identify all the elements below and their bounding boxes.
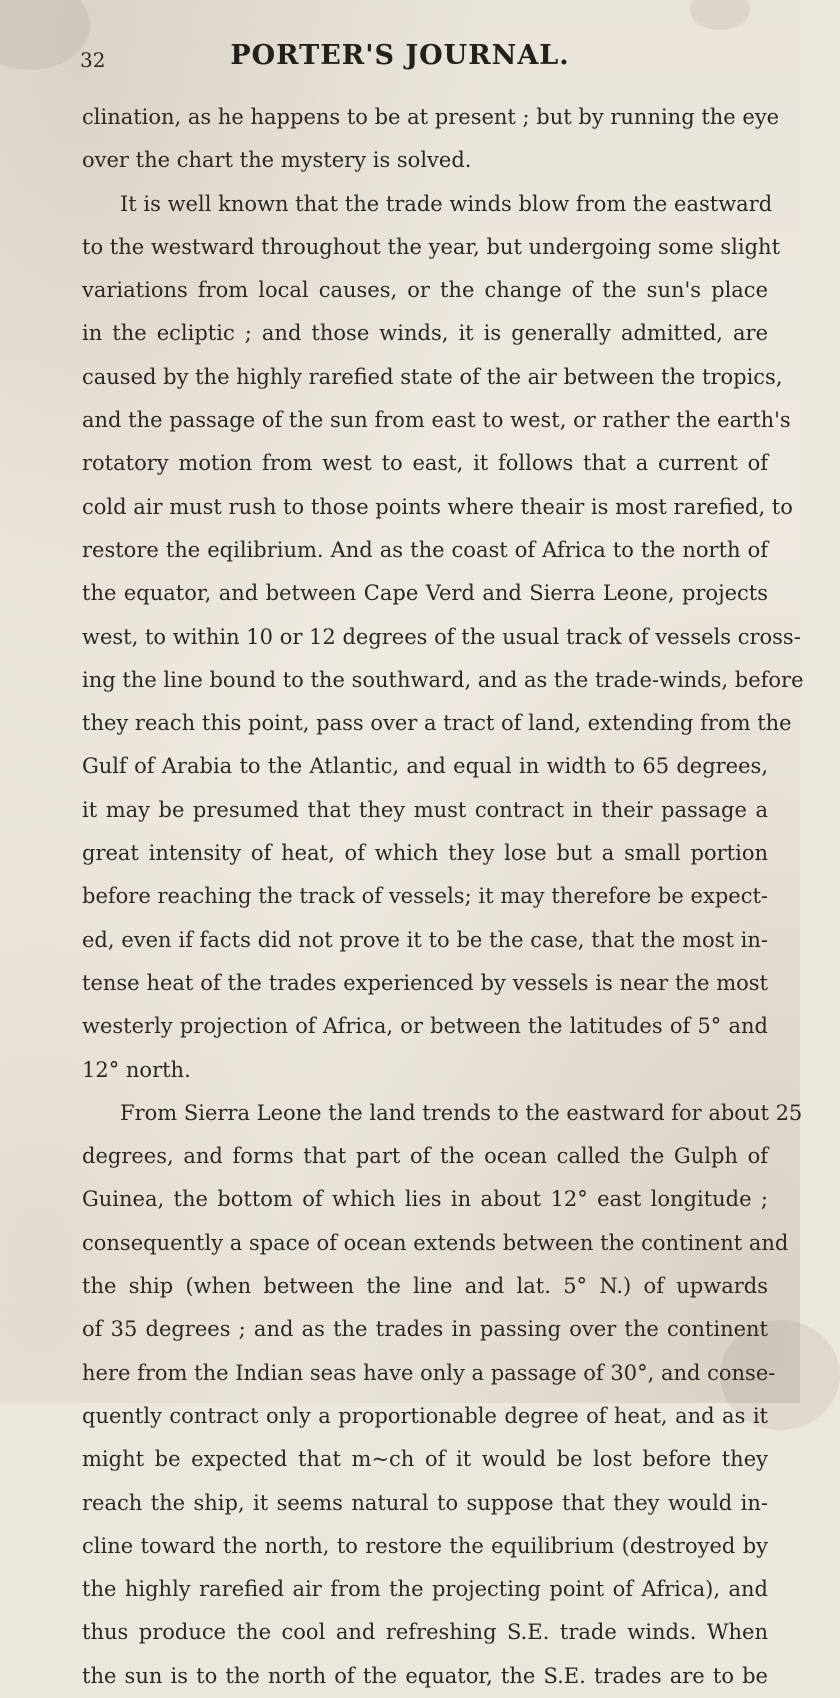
text-line: it may be presumed that they must contract in their passage a (82, 797, 768, 822)
text-line: westerly projection of Africa, or between the latitudes of 5° and (82, 1014, 768, 1039)
text-line: consequently a space of ocean extends between the continent and (82, 1230, 789, 1255)
text-line: Guinea, the bottom of which lies in about 12° east longitude ; (82, 1187, 768, 1212)
text-line: restore the eqilibrium. And as the coast of Africa to the north of (82, 537, 768, 562)
body-text (82, 96, 804, 1698)
text-line: reach the ship, it seems natural to suppose that they would in- (82, 1490, 768, 1515)
page-header (0, 36, 800, 76)
text-line: might be expected that m~ch of it would be lost before they (82, 1447, 768, 1472)
text-line: cline toward the north, to restore the equilibrium (destroyed by (82, 1533, 768, 1558)
text-line: to the westward throughout the year, but undergoing some slight (82, 234, 781, 259)
text-line: From Sierra Leone the land trends to the eastward for about 25 (120, 1100, 803, 1125)
text-line: they reach this point, pass over a tract of land, extending from the (82, 711, 792, 736)
text-line: caused by the highly rarefied state of the air between the tropics, (82, 364, 783, 389)
text-line: in the ecliptic ; and those winds, it is generally admitted, are (82, 321, 768, 346)
text-line: ed, even if facts did not prove it to be the case, that the most in- (82, 927, 768, 952)
text-line: degrees, and forms that part of the ocean called the Gulph of (82, 1144, 768, 1169)
text-line: 12° north. (82, 1057, 191, 1082)
text-line: thus produce the cool and refreshing S.E. trade winds. When (82, 1620, 768, 1645)
text-line: Gulf of Arabia to the Atlantic, and equal in width to 65 degrees, (82, 754, 768, 779)
text-line: rotatory motion from west to east, it follows that a current of (82, 451, 768, 476)
running-head: PORTER'S JOURNAL. (230, 40, 570, 71)
text-line: of 35 degrees ; and as the trades in passing over the continent (82, 1317, 768, 1342)
text-line: variations from local causes, or the change of the sun's place (82, 278, 768, 303)
text-line: the highly rarefied air from the projecting point of Africa), and (82, 1577, 768, 1602)
paper-stain (690, 0, 750, 30)
text-line: cold air must rush to those points where theair is most rarefied, to (82, 494, 793, 519)
text-line: the sun is to the north of the equator, the S.E. trades are to be (82, 1663, 768, 1688)
page-number: 32 (80, 48, 106, 72)
text-line: ing the line bound to the southward, and as the trade-winds, before (82, 667, 804, 692)
text-line: over the chart the mystery is solved. (82, 148, 472, 173)
text-line: here from the Indian seas have only a passage of 30°, and conse- (82, 1360, 776, 1385)
text-line: west, to within 10 or 12 degrees of the usual track of vessels cross- (82, 624, 801, 649)
text-line: tense heat of the trades experienced by vessels is near the most (82, 970, 768, 995)
text-line: It is well known that the trade winds blow from the eastward (120, 191, 773, 216)
text-line: the equator, and between Cape Verd and Sierra Leone, projects (82, 581, 768, 606)
text-line: clination, as he happens to be at present ; but by running the eye (82, 105, 780, 129)
text-line: quently contract only a proportionable degree of heat, and as it (82, 1403, 768, 1428)
text-line: before reaching the track of vessels; it may therefore be expect- (82, 884, 768, 909)
text-line: the ship (when between the line and lat. 5° N.) of upwards (82, 1274, 768, 1299)
text-line: and the passage of the sun from east to west, or rather the earth's (82, 408, 791, 433)
text-line: great intensity of heat, of which they lose but a small portion (82, 841, 768, 866)
